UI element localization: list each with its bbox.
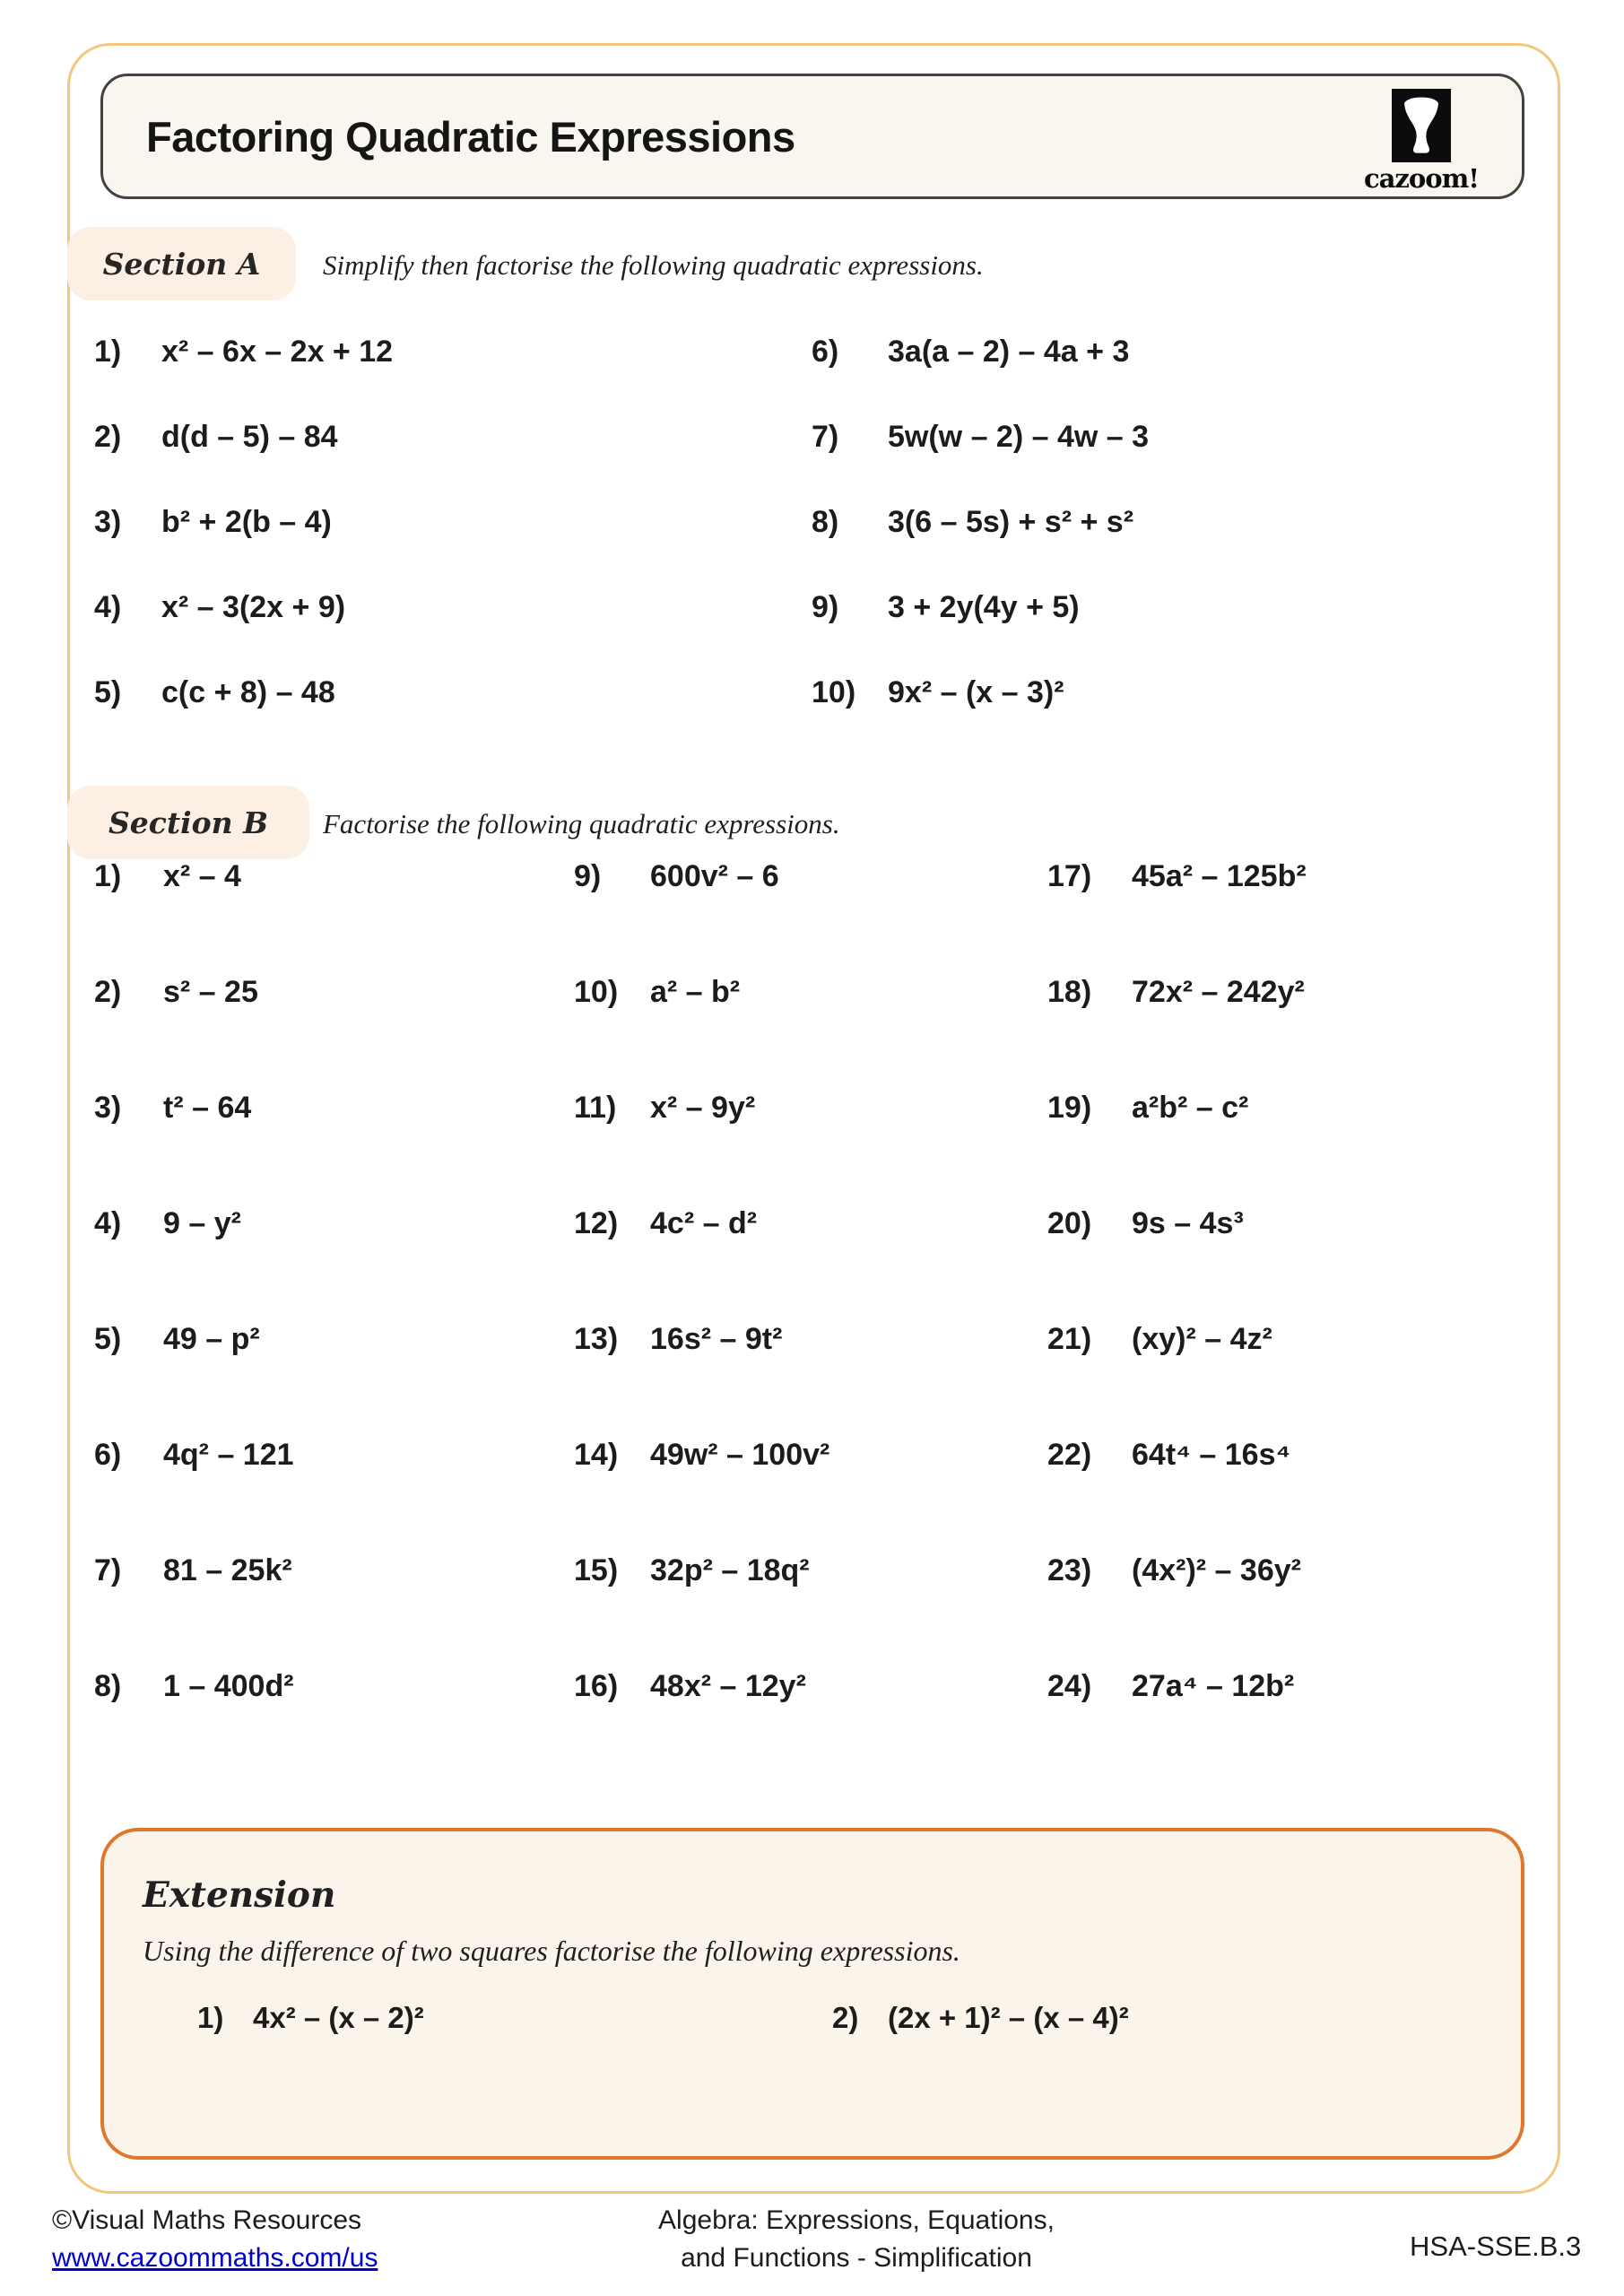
- problem-expression: 45a² – 125b²: [1132, 859, 1307, 893]
- problem-number: 6): [94, 1438, 122, 1472]
- problem-expression: 64t⁴ – 16s⁴: [1132, 1438, 1291, 1472]
- problem-number: 7): [812, 420, 839, 454]
- problem-number: 4): [94, 1206, 122, 1240]
- problem-row-b2: [94, 935, 294, 1050]
- problem-row-b11: [574, 1050, 829, 1166]
- problem-row-b20: [1047, 1166, 1307, 1282]
- section-a-column-1: [94, 309, 393, 735]
- problem-expression: 4c² – d²: [650, 1206, 758, 1240]
- problem-expression: 9s – 4s³: [1132, 1206, 1244, 1240]
- problem-expression: 48x² – 12y²: [650, 1669, 806, 1703]
- problem-number: 2): [94, 420, 122, 454]
- problem-row-b7: [94, 1513, 294, 1629]
- footer-category-line1: Algebra: Expressions, Equations,: [658, 2205, 1055, 2235]
- problem-expression: 4x² – (x – 2)²: [253, 2000, 424, 2034]
- problem-expression: (2x + 1)² – (x – 4)²: [888, 2000, 1129, 2034]
- problem-row-b21: [1047, 1282, 1307, 1397]
- problem-row-b4: [94, 1166, 294, 1282]
- problem-row-b19: [1047, 1050, 1307, 1166]
- problem-row-a7: [812, 395, 1149, 480]
- problem-row-b23: [1047, 1513, 1307, 1629]
- footer-left: [52, 2202, 378, 2277]
- title-box: [100, 74, 1524, 199]
- problem-expression: t² – 64: [163, 1091, 252, 1125]
- problem-row-b22: [1047, 1397, 1307, 1513]
- problem-number: 22): [1047, 1438, 1092, 1472]
- problem-expression: 49 – p²: [163, 1322, 260, 1356]
- problem-row-b8: [94, 1629, 294, 1744]
- problem-number: 1): [197, 2000, 224, 2034]
- problem-row-b17: [1047, 819, 1307, 935]
- extension-box: [100, 1828, 1524, 2160]
- problem-number: 9): [574, 859, 602, 893]
- problem-expression: s² – 25: [163, 975, 258, 1009]
- problem-expression: 32p² – 18q²: [650, 1553, 810, 1587]
- problem-expression: 3(6 – 5s) + s² + s²: [888, 505, 1134, 539]
- problem-row-a8: [812, 480, 1149, 565]
- problem-number: 23): [1047, 1553, 1092, 1587]
- problem-row-b18: [1047, 935, 1307, 1050]
- footer-category: [538, 2202, 1175, 2277]
- problem-row-a10: [812, 650, 1149, 735]
- problem-number: 1): [94, 335, 122, 369]
- problem-number: 19): [1047, 1091, 1092, 1125]
- problem-number: 16): [574, 1669, 619, 1703]
- problem-row-a2: [94, 395, 393, 480]
- problem-expression: c(c + 8) – 48: [161, 675, 335, 709]
- problem-row-b9: [574, 819, 829, 935]
- problem-expression: x² – 6x – 2x + 12: [161, 335, 394, 369]
- problem-expression: 600v² – 6: [650, 859, 779, 893]
- problem-number: 8): [94, 1669, 122, 1703]
- problem-number: 13): [574, 1322, 619, 1356]
- problem-expression: 49w² – 100v²: [650, 1438, 830, 1472]
- page-title: Factoring Quadratic Expressions: [146, 112, 795, 161]
- section-a-column-2: [812, 309, 1149, 735]
- section-b-instruction: Factorise the following quadratic expressions.: [323, 808, 840, 839]
- problem-number: 9): [812, 590, 839, 624]
- problem-number: 18): [1047, 975, 1092, 1009]
- problem-number: 20): [1047, 1206, 1092, 1240]
- problem-number: 3): [94, 505, 122, 539]
- problem-expression: 3a(a – 2) – 4a + 3: [888, 335, 1130, 369]
- problem-row-b14: [574, 1397, 829, 1513]
- section-b-column-1: [94, 819, 294, 1744]
- problem-row-b5: [94, 1282, 294, 1397]
- logo-text: cazoom!: [1363, 163, 1480, 194]
- problem-number: 11): [574, 1091, 617, 1125]
- problem-expression: x² – 4: [163, 859, 241, 893]
- problem-row-b15: [574, 1513, 829, 1629]
- problem-row-b24: [1047, 1629, 1307, 1744]
- problem-row-ext1: [197, 1993, 424, 2042]
- problem-expression: 4q² – 121: [163, 1438, 294, 1472]
- problem-expression: 16s² – 9t²: [650, 1322, 783, 1356]
- section-b-label: Section B: [108, 804, 269, 840]
- problem-number: 14): [574, 1438, 619, 1472]
- footer-copyright: ©Visual Maths Resources: [52, 2205, 362, 2235]
- problem-number: 3): [94, 1091, 122, 1125]
- problem-row-a1: [94, 309, 393, 395]
- problem-expression: x² – 3(2x + 9): [161, 590, 346, 624]
- footer-link[interactable]: www.cazoommaths.com/us: [52, 2243, 378, 2273]
- problem-number: 10): [812, 675, 856, 709]
- problem-expression: 81 – 25k²: [163, 1553, 292, 1587]
- cazoom-logo: [1362, 89, 1481, 194]
- problem-number: 21): [1047, 1322, 1092, 1356]
- problem-row-b13: [574, 1282, 829, 1397]
- problem-number: 6): [812, 335, 839, 369]
- problem-expression: 72x² – 242y²: [1132, 975, 1305, 1009]
- problem-number: 5): [94, 675, 122, 709]
- problem-number: 12): [574, 1206, 619, 1240]
- section-a-instruction: Simplify then factorise the following quadratic expressions.: [323, 249, 984, 281]
- problem-number: 2): [94, 975, 122, 1009]
- problem-number: 4): [94, 590, 122, 624]
- footer-standard-code: HSA-SSE.B.3: [1410, 2231, 1582, 2262]
- problem-number: 1): [94, 859, 122, 893]
- problem-expression: a² – b²: [650, 975, 741, 1009]
- problem-number: 24): [1047, 1669, 1092, 1703]
- problem-number: 8): [812, 505, 839, 539]
- problem-number: 2): [832, 2000, 859, 2034]
- drum-icon: [1392, 89, 1451, 162]
- problem-number: 17): [1047, 859, 1092, 893]
- problem-row-b6: [94, 1397, 294, 1513]
- problem-expression: b² + 2(b – 4): [161, 505, 332, 539]
- problem-row-b1: [94, 819, 294, 935]
- problem-expression: 9 – y²: [163, 1206, 241, 1240]
- problem-row-b12: [574, 1166, 829, 1282]
- problem-expression: (4x²)² – 36y²: [1132, 1553, 1301, 1587]
- problem-expression: 3 + 2y(4y + 5): [888, 590, 1080, 624]
- problem-row-a4: [94, 565, 393, 650]
- section-a-label: Section A: [102, 246, 261, 282]
- problem-row-a9: [812, 565, 1149, 650]
- section-b-column-2: [574, 819, 829, 1744]
- problem-row-a5: [94, 650, 393, 735]
- section-a-pill: [67, 227, 296, 300]
- problem-number: 5): [94, 1322, 122, 1356]
- problem-row-b10: [574, 935, 829, 1050]
- problem-expression: x² – 9y²: [650, 1091, 756, 1125]
- problem-expression: 5w(w – 2) – 4w – 3: [888, 420, 1150, 454]
- problem-number: 7): [94, 1553, 122, 1587]
- problem-number: 10): [574, 975, 619, 1009]
- problem-row-ext2: [832, 1993, 1129, 2042]
- problem-expression: d(d – 5) – 84: [161, 420, 338, 454]
- problem-expression: a²b² – c²: [1132, 1091, 1249, 1125]
- extension-instruction: Using the difference of two squares factorise the following expressions.: [143, 1935, 960, 1967]
- problem-expression: 1 – 400d²: [163, 1669, 294, 1703]
- footer-category-line2: and Functions - Simplification: [681, 2243, 1032, 2273]
- problem-expression: (xy)² – 4z²: [1132, 1322, 1272, 1356]
- problem-expression: 27a⁴ – 12b²: [1132, 1669, 1295, 1703]
- problem-row-a3: [94, 480, 393, 565]
- problem-number: 15): [574, 1553, 619, 1587]
- problem-row-b16: [574, 1629, 829, 1744]
- problem-expression: 9x² – (x – 3)²: [888, 675, 1064, 709]
- problem-row-a6: [812, 309, 1149, 395]
- problem-row-b3: [94, 1050, 294, 1166]
- extension-title: Extension: [143, 1874, 336, 1916]
- section-b-column-3: [1047, 819, 1307, 1744]
